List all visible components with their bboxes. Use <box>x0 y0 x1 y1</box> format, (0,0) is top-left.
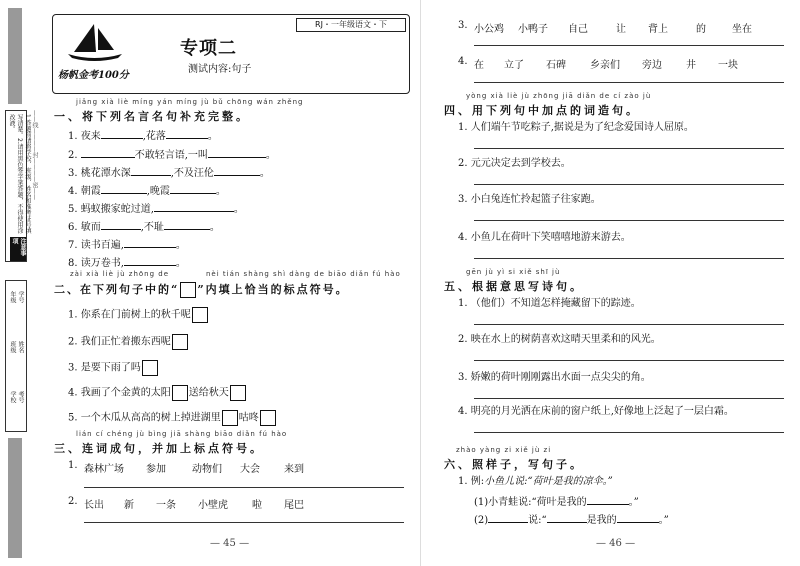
s1-item-2: 2. 不敢轻言语,一叫 。 <box>68 147 276 162</box>
gray-stripe-bottom <box>8 438 22 558</box>
s1-pinyin: jiǎng xià liè míng yán míng jù bǔ chōng wán zhěng <box>76 98 304 106</box>
s1-item-5: 5. 蚂蚁搬家蛇过道, 。 <box>68 201 244 216</box>
word-tile: 背上 <box>648 24 668 35</box>
s1-title: 一、将下列名言名句补充完整。 <box>54 110 250 123</box>
gray-stripe-top <box>8 8 22 104</box>
s6-title: 六、照样子，写句子。 <box>444 458 584 471</box>
word-tile: 参加 <box>146 464 166 475</box>
s4-item-2: 2. 元元决定去到学校去。 <box>458 158 571 169</box>
word-tile: 乡亲们 <box>590 60 620 71</box>
word-tile: 立了 <box>504 60 524 71</box>
header-tag: RJ・一年级语文・下 <box>296 18 406 32</box>
page-divider <box>420 0 421 566</box>
s1-item-8: 8. 读万卷书, 。 <box>68 255 186 270</box>
answer-line[interactable] <box>474 220 784 221</box>
s1-item-4: 4. 朝霞 ,晚霞 。 <box>68 183 226 198</box>
title-box <box>180 282 196 298</box>
binding-strip <box>0 0 44 566</box>
notice-box <box>5 110 31 262</box>
s3-title: 三、连词成句，并加上标点符号。 <box>54 442 264 455</box>
word-tile: 旁边 <box>642 60 662 71</box>
blank[interactable] <box>617 512 659 523</box>
blank[interactable] <box>164 219 210 230</box>
s5-title: 五、根据意思写诗句。 <box>444 280 584 293</box>
s4-item-4: 4. 小鱼儿在荷叶下笑嘻嘻地游来游去。 <box>458 232 631 243</box>
student-info-box <box>5 280 27 432</box>
blank[interactable] <box>124 255 176 266</box>
s3-item-1-num: 1. <box>68 460 78 471</box>
s1-item-7: 7. 读书百遍, 。 <box>68 237 186 252</box>
s2-item-2: 2. 我们正忙着搬东西呢 <box>68 334 189 350</box>
blank[interactable] <box>101 219 141 230</box>
s3-item-4-num: 4. <box>458 56 468 67</box>
word-tile: 小鸭子 <box>518 24 548 35</box>
answer-box[interactable] <box>260 410 276 426</box>
s4-title: 四、用下列句中加点的词造句。 <box>444 104 640 117</box>
s5-item-4: 4. 明亮的月光洒在床前的窗户纸上,好像地上泛起了一层白霜。 <box>458 406 734 417</box>
word-tile: 一条 <box>156 500 176 511</box>
word-tile: 来到 <box>284 464 304 475</box>
s2-pinyin-b: nèi tián shàng shì dàng de biāo diǎn fú hào <box>206 270 401 278</box>
s4-item-1: 1. 人们端午节吃粽子,据说是为了纪念爱国诗人屈原。 <box>458 122 694 133</box>
blank[interactable] <box>81 147 135 158</box>
s4-pinyin: yòng xià liè jù zhōng jiā diǎn de cí zào jù <box>466 92 652 100</box>
word-tile: 小壁虎 <box>198 500 228 511</box>
notice-label: 注意事项 <box>10 237 26 261</box>
word-tile: 森林广场 <box>84 464 124 475</box>
s2-pinyin-a: zài xià liè jù zhōng de <box>70 270 170 278</box>
blank[interactable] <box>547 512 587 523</box>
field-exam-no[interactable]: 考号 <box>17 391 24 403</box>
s2-item-5: 5. 一个木瓜从高高的树上掉进湖里 咕咚 <box>68 410 277 426</box>
answer-line[interactable] <box>474 432 784 433</box>
notice-text: 1.答题前请将学校、班级、姓名和准考证号填写清楚。2.请用黑色签字笔答题，不得使用涂改液。 <box>8 114 31 234</box>
s6-question-2: (2) 说:“ 是我的 。” <box>474 512 669 527</box>
word-tile: 让 <box>616 24 626 35</box>
blank[interactable] <box>101 128 143 139</box>
field-class[interactable]: 班级 <box>9 341 16 353</box>
answer-line[interactable] <box>474 398 784 399</box>
blank[interactable] <box>101 183 147 194</box>
page-title: 专项二 <box>180 38 237 59</box>
cut-line-text: ——线————封————密—— <box>31 110 38 200</box>
answer-line[interactable] <box>474 184 784 185</box>
blank[interactable] <box>124 237 176 248</box>
page-number-right: — 46 — <box>596 538 636 549</box>
field-name[interactable]: 姓名 <box>17 341 24 353</box>
page-subtitle: 测试内容:句子 <box>188 64 252 75</box>
word-tile: 大会 <box>240 464 260 475</box>
s5-item-1: 1. （他们）不知道怎样掩藏留下的踪迹。 <box>458 298 641 309</box>
word-tile: 一块 <box>718 60 738 71</box>
blank[interactable] <box>131 165 171 176</box>
word-tile: 动物们 <box>192 464 222 475</box>
answer-line[interactable] <box>474 45 784 46</box>
s2-item-4: 4. 我画了个金黄的太阳 送给秋天 <box>68 385 247 401</box>
answer-line[interactable] <box>474 258 784 259</box>
word-tile: 的 <box>696 24 706 35</box>
s2-title: 二、在下列句子中的“ ”内填上恰当的标点符号。 <box>54 283 349 296</box>
word-tile: 新 <box>124 500 134 511</box>
word-tile: 井 <box>686 60 696 71</box>
blank[interactable] <box>488 512 528 523</box>
word-tile: 坐在 <box>732 24 752 35</box>
blank[interactable] <box>214 165 260 176</box>
s3-pinyin: lián cí chéng jù bìng jiā shàng biāo diǎn fú hào <box>76 430 288 438</box>
blank[interactable] <box>587 494 629 505</box>
word-tile: 啦 <box>252 500 262 511</box>
field-grade[interactable]: 年级 <box>9 291 16 303</box>
s5-item-2: 2. 映在水上的树荫喜欢这晴天里柔和的风光。 <box>458 334 661 345</box>
sailboat-logo-icon <box>64 22 126 62</box>
answer-box[interactable] <box>222 410 238 426</box>
s6-example: 1. 例:小鱼儿说:“荷叶是我的凉伞。” <box>458 476 613 487</box>
answer-box[interactable] <box>230 385 246 401</box>
word-tile: 自己 <box>568 24 588 35</box>
blank[interactable] <box>166 128 208 139</box>
word-tile: 小公鸡 <box>474 24 504 35</box>
word-tile: 尾巴 <box>284 500 304 511</box>
blank[interactable] <box>170 183 216 194</box>
page-number-left: — 45 — <box>210 538 250 549</box>
answer-line[interactable] <box>84 487 404 488</box>
answer-box[interactable] <box>142 360 158 376</box>
s3-item-2-num: 2. <box>68 496 78 507</box>
blank[interactable] <box>154 201 234 212</box>
s1-item-6: 6. 敏而 ,不耻 。 <box>68 219 220 234</box>
answer-line[interactable] <box>474 360 784 361</box>
logo-text: 杨帆金考100分 <box>58 70 129 81</box>
word-tile: 在 <box>474 60 484 71</box>
answer-line[interactable] <box>84 522 404 523</box>
s6-pinyin: zhào yàng zi xiě jù zi <box>456 446 552 454</box>
answer-box[interactable] <box>172 334 188 350</box>
s4-item-3: 3. 小白兔连忙拎起篮子往家跑。 <box>458 194 601 205</box>
field-school[interactable]: 学校 <box>9 391 16 403</box>
field-id[interactable]: 学号 <box>17 291 24 303</box>
s5-item-3: 3. 娇嫩的荷叶刚刚露出水面一点尖尖的角。 <box>458 372 651 383</box>
word-tile: 石碑 <box>546 60 566 71</box>
s2-item-3: 3. 是要下雨了吗 <box>68 360 159 376</box>
answer-line[interactable] <box>474 148 784 149</box>
answer-line[interactable] <box>474 324 784 325</box>
blank[interactable] <box>208 147 266 158</box>
answer-line[interactable] <box>474 82 784 83</box>
answer-box[interactable] <box>172 385 188 401</box>
word-tile: 长出 <box>84 500 104 511</box>
s2-item-1: 1. 你系在门前树上的秋千呢 <box>68 307 209 323</box>
s1-item-1: 1. 夜来 ,花落 。 <box>68 128 218 143</box>
s5-pinyin: gēn jù yì si xiě shī jù <box>466 268 561 276</box>
s3-item-3-num: 3. <box>458 20 468 31</box>
s1-item-3: 3. 桃花潭水深 ,不及汪伦 。 <box>68 165 270 180</box>
answer-box[interactable] <box>192 307 208 323</box>
s6-question-1: (1)小青蛙说:“荷叶是我的 。” <box>474 494 639 509</box>
